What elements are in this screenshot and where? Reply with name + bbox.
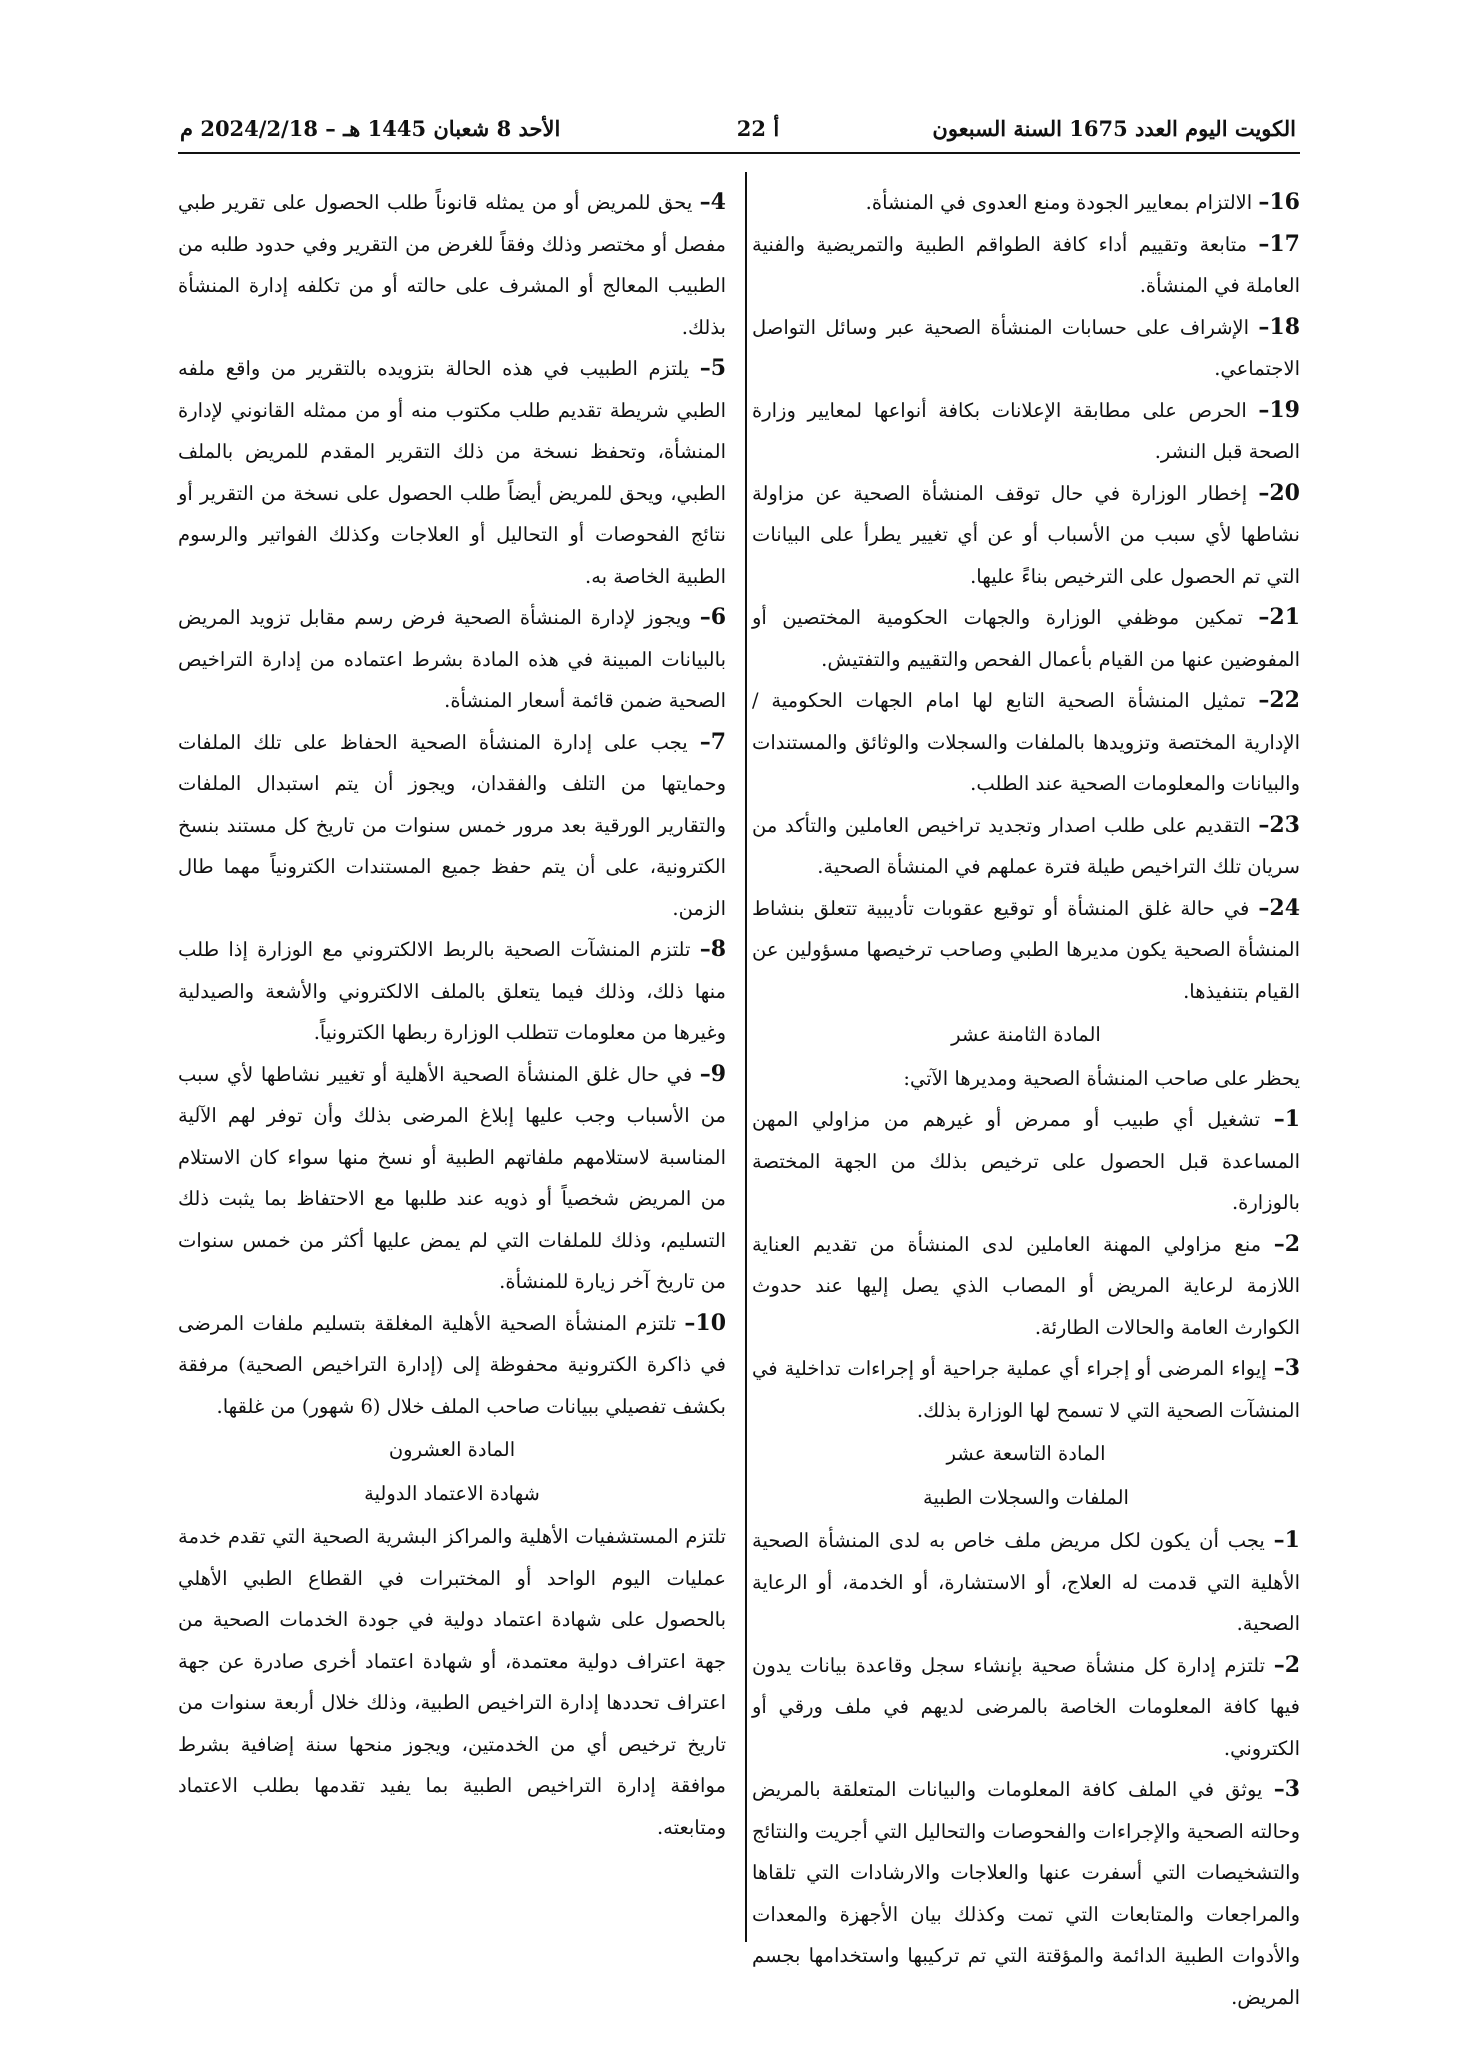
list-item bbox=[752, 224, 1300, 307]
item-number: 3– bbox=[1273, 1776, 1301, 1802]
list-item bbox=[752, 390, 1300, 473]
item-number: 8– bbox=[699, 936, 726, 962]
article-heading: المادة العشرون bbox=[388, 1438, 516, 1461]
list-item bbox=[752, 1769, 1300, 2018]
item-number: 23– bbox=[1258, 811, 1300, 838]
item-text: في حال غلق المنشأة الصحية الأهلية أو تغيير نشاطها لأي سبب من الأسباب وجب عليها إبلاغ المرضى بذلك وأن توفر لهم الآلية المناسبة لاستلامهم ملفاتهم الطبية أو نسخ منها سواء كان الاستلام من المريض شخصياً أو ذويه عند طلبها مع الاحتفاظ بما يثبت ذلك التسليم، وذلك للملفات التي لم يمض عليها أكثر من خمس سنوات من تاريخ آخر زيارة للمنشأة. bbox=[178, 1062, 726, 1293]
item-text: تشغيل أي طبيب أو ممرض أو غيرهم من مزاولي المهن المساعدة قبل الحصول على ترخيص بذلك من الجهة المختصة بالوزارة. bbox=[752, 1108, 1300, 1214]
list-item bbox=[752, 1348, 1300, 1431]
item-number: 4– bbox=[699, 189, 726, 215]
list-item bbox=[752, 1520, 1300, 1645]
list-item bbox=[752, 1224, 1300, 1349]
list-item bbox=[178, 1054, 726, 1303]
item-text: متابعة وتقييم أداء كافة الطواقم الطبية والتمريضية والفنية العاملة في المنشأة. bbox=[752, 232, 1300, 297]
item-number: 16– bbox=[1258, 189, 1300, 215]
item-number: 22– bbox=[1258, 687, 1300, 713]
item-text: يجب على إدارة المنشأة الصحية الحفاظ على تلك الملفات وحمايتها من التلف والفقدان، ويجوز أن يتم استبدال الملفات والتقارير الورقية بعد مرور خمس سنوات من تاريخ كل مستند بنسخ الكترونية، على أن يتم حفظ جميع المستندات الكترونياً مهما طال الزمن. bbox=[178, 730, 726, 920]
page-number: أ 22 bbox=[736, 116, 780, 141]
item-number: 9– bbox=[699, 1060, 726, 1087]
list-item bbox=[752, 888, 1300, 1013]
item-text: في حالة غلق المنشأة أو توقيع عقوبات تأديبية تتعلق بنشاط المنشأة الصحية يكون مديرها الطبي وصاحب ترخيصها مسؤولين عن القيام بتنفيذها. bbox=[752, 896, 1300, 1003]
item-text: تلتزم المنشآت الصحية بالربط الالكتروني مع الوزارة إذا طلب منها ذلك، وذلك فيما يتعلق بالملف الالكتروني والأشعة والصيدلية وغيرها من معلومات تتطلب الوزارة ربطها الكترونياً. bbox=[178, 938, 726, 1044]
item-number: 19– bbox=[1258, 396, 1300, 423]
list-item bbox=[178, 597, 726, 722]
item-number: 17– bbox=[1258, 230, 1300, 257]
list-item bbox=[178, 1303, 726, 1428]
item-number: 5– bbox=[699, 355, 727, 381]
item-text: ويجوز لإدارة المنشأة الصحية فرض رسم مقابل تزويد المريض بالبيانات المبينة في هذه المادة بشرط اعتماده من إدارة التراخيص الصحية ضمن قائمة أسعار المنشأة. bbox=[178, 606, 726, 712]
item-text: الحرص على مطابقة الإعلانات بكافة أنواعها لمعايير وزارة الصحة قبل النشر. bbox=[752, 398, 1300, 463]
list-item bbox=[752, 473, 1300, 598]
right-column bbox=[752, 182, 1300, 2018]
item-number: 21– bbox=[1258, 604, 1301, 630]
left-column bbox=[178, 182, 726, 1848]
item-text: تلتزم إدارة كل منشأة صحية بإنشاء سجل وقاعدة بيانات يدون فيها كافة المعلومات الخاصة بالمرضى لديهم في ملف ورقي أو الكتروني. bbox=[752, 1653, 1300, 1760]
item-text: يحق للمريض أو من يمثله قانوناً طلب الحصول على تقرير طبي مفصل أو مختصر وذلك وفقاً للغرض من التقرير وفي حدود طلبه من الطبيب المعالج أو المشرف على حالته أو من تكلفه إدارة المنشأة بذلك. bbox=[178, 191, 726, 339]
item-text: منع مزاولي المهنة العاملين لدى المنشأة من تقديم العناية اللازمة لرعاية المريض أو المصاب الذي يصل إليها عند حدوث الكوارث العامة والحالات الطارئة. bbox=[752, 1232, 1300, 1339]
item-text: إيواء المرضى أو إجراء أي عملية جراحية أو إجراءات تداخلية في المنشآت الصحية التي لا تسمح لها الوزارة بذلك. bbox=[752, 1357, 1300, 1422]
item-text: تمثيل المنشأة الصحية التابع لها امام الجهات الحكومية / الإدارية المختصة وتزويدها بالملفات والسجلات والوثائق والمستندات والبيانات والمعلومات الصحية عند الطلب. bbox=[752, 689, 1300, 795]
item-text: يلتزم الطبيب في هذه الحالة بتزويده بالتقرير من واقع ملفه الطبي شريطة تقديم طلب مكتوب منه أو من ممثله القانوني لإدارة المنشأة، وتحفظ نسخة من ذلك التقرير المقدم للمريض بالملف الطبي، ويحق للمريض أيضاً طلب الحصول على نسخة من التقرير أو نتائج الفحوصات أو التحاليل أو العلاجات وكذلك الفواتير والرسوم الطبية الخاصة به. bbox=[178, 357, 726, 588]
item-number: 2– bbox=[1273, 1651, 1300, 1678]
article-heading: الملفات والسجلات الطبية bbox=[923, 1485, 1129, 1509]
article-heading: المادة التاسعة عشر bbox=[946, 1442, 1106, 1465]
item-text: تلتزم المنشأة الصحية الأهلية المغلقة بتسليم ملفات المرضى في ذاكرة الكترونية محفوظة إلى (إدارة التراخيص الصحية) مرفقة بكشف تفصيلي ببيانات صاحب الملف خلال (6 شهور) من غلقها. bbox=[178, 1311, 726, 1418]
item-number: 1– bbox=[1273, 1106, 1300, 1132]
list-item bbox=[178, 348, 726, 597]
item-number: 3– bbox=[1273, 1355, 1300, 1381]
item-text: الالتزام بمعايير الجودة ومنع العدوى في المنشأة. bbox=[865, 191, 1253, 214]
column-divider bbox=[745, 172, 747, 1942]
item-number: 18– bbox=[1258, 313, 1301, 340]
list-item bbox=[752, 182, 1300, 224]
list-item bbox=[178, 182, 726, 348]
header-date: الأحد 8 شعبان 1445 هـ – 2024/2/18 م bbox=[180, 116, 561, 141]
paragraph: تلتزم المستشفيات الأهلية والمراكز البشرية الصحية التي تقدم خدمة عمليات اليوم الواحد أو المختبرات في القطاع الطبي الأهلي بالحصول على شهادة اعتماد دولية في جودة الخدمات الصحية من جهة اعتراف دولية معتمدة، أو شهادة اعتماد أخرى صادرة عن جهة اعتراف تحددها إدارة التراخيص الطبية، وذلك خلال أربعة سنوات من تاريخ ترخيص أي من الخدمتين، ويجوز منحها سنة إضافية بشرط موافقة إدارة التراخيص الطبية بما يفيد تقدمها بطلب الاعتماد ومتابعته. bbox=[178, 1525, 727, 1839]
item-text: يجب أن يكون لكل مريض ملف خاص به لدى المنشأة الصحية الأهلية التي قدمت له العلاج، أو الاستشارة، أو الخدمة، أو الرعاية الصحية. bbox=[752, 1529, 1300, 1635]
item-text: التقديم على طلب اصدار وتجديد تراخيص العاملين والتأكد من سريان تلك التراخيص طيلة فترة عملهم في المنشأة الصحية. bbox=[752, 813, 1300, 878]
paragraph: يحظر على صاحب المنشأة الصحية ومديرها الآتي: bbox=[903, 1066, 1300, 1090]
item-text: إخطار الوزارة في حال توقف المنشأة الصحية عن مزاولة نشاطها لأي سبب من الأسباب أو عن أي تغيير يطرأ على البيانات التي تم الحصول على الترخيص بناءً عليها. bbox=[752, 481, 1300, 588]
article-heading: المادة الثامنة عشر bbox=[951, 1023, 1101, 1046]
header-issue-info: الكويت اليوم العدد 1675 السنة السبعون bbox=[932, 116, 1296, 141]
item-number: 20– bbox=[1258, 479, 1300, 506]
list-item bbox=[752, 805, 1300, 888]
list-item bbox=[178, 929, 726, 1054]
list-item bbox=[752, 307, 1300, 390]
article-heading: شهادة الاعتماد الدولية bbox=[364, 1481, 540, 1505]
list-item bbox=[752, 680, 1300, 805]
item-text: يوثق في الملف كافة المعلومات والبيانات المتعلقة بالمريض وحالته الصحية والإجراءات والفحوصات والتحاليل التي أجريت والنتائج والتشخيصات التي أسفرت عنها والعلاجات والارشادات التي تلقاها والمراجعات والمتابعات التي تمت وكذلك بيان الأجهزة والمعدات والأدوات الطبية الدائمة والمؤقتة التي تم تركيبها واستخدامها بجسم المريض. bbox=[752, 1778, 1300, 2009]
item-text: الإشراف على حسابات المنشأة الصحية عبر وسائل التواصل الاجتماعي. bbox=[752, 315, 1300, 380]
list-item bbox=[752, 1099, 1300, 1224]
header-rule bbox=[178, 152, 1300, 154]
item-text: تمكين موظفي الوزارة والجهات الحكومية المختصين أو المفوضين عنها من القيام بأعمال الفحص والتقييم والتفتيش. bbox=[752, 606, 1300, 671]
item-number: 6– bbox=[699, 604, 726, 630]
list-item bbox=[752, 1645, 1300, 1770]
list-item bbox=[178, 722, 726, 930]
item-number: 2– bbox=[1273, 1230, 1301, 1257]
list-item bbox=[752, 597, 1300, 680]
item-number: 10– bbox=[684, 1309, 727, 1336]
item-number: 7– bbox=[699, 728, 726, 755]
item-number: 1– bbox=[1273, 1527, 1300, 1553]
item-number: 24– bbox=[1258, 894, 1301, 921]
